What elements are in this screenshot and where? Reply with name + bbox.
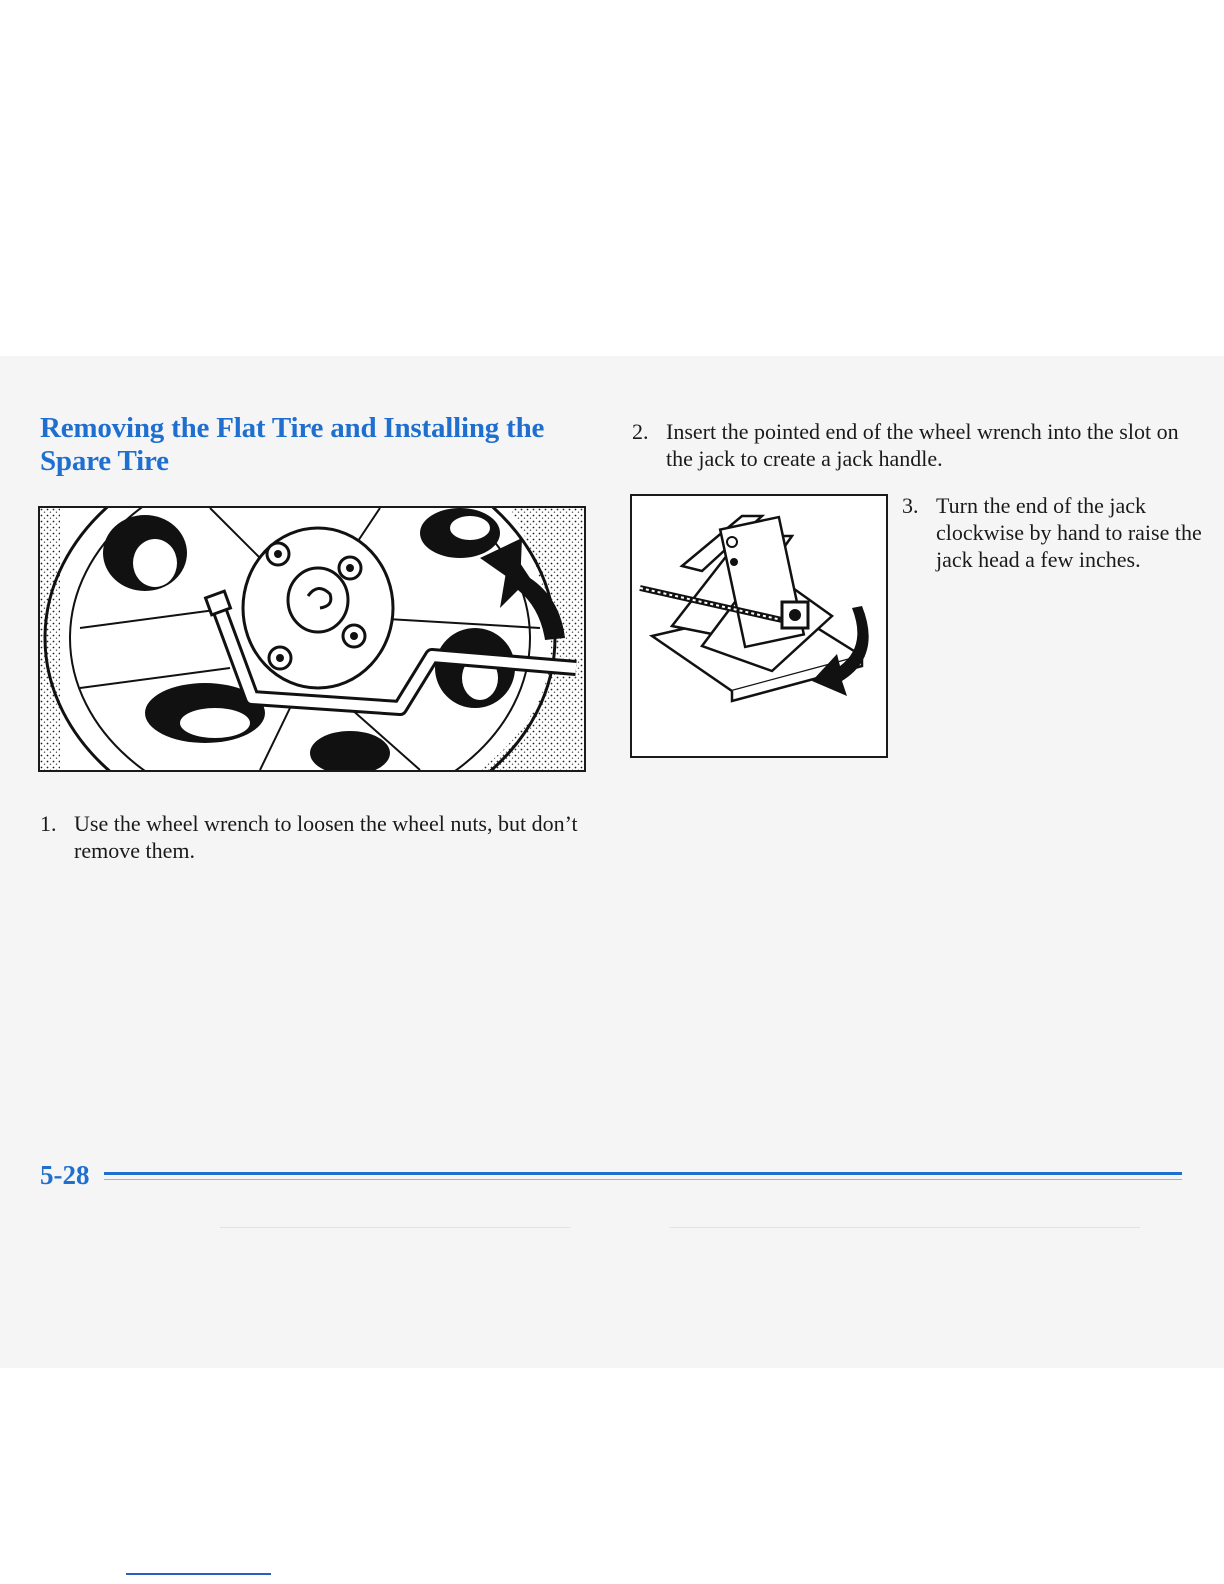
- footer-rule: [104, 1172, 1182, 1175]
- jack-drawing: [632, 496, 886, 756]
- wheel-wrench-illustration: [38, 506, 586, 772]
- section-title: Removing the Flat Tire and Installing the Spare Tire: [40, 412, 545, 477]
- faint-divider-left: [220, 1227, 570, 1228]
- bottom-link-underline[interactable]: [126, 1573, 271, 1575]
- jack-illustration: [630, 494, 888, 758]
- step-3-number: 3.: [902, 493, 919, 518]
- step-2-number: 2.: [632, 419, 649, 444]
- vent-hole-bottom: [310, 731, 390, 770]
- step-2: [632, 418, 1192, 472]
- hub-center-cap: [288, 568, 348, 632]
- step-1-text: Use the wheel wrench to loosen the wheel nuts, but don’t remove them.: [74, 811, 578, 863]
- vent-hole-highlight: [133, 539, 177, 587]
- faint-divider-right: [670, 1227, 1140, 1228]
- step-3: [902, 492, 1202, 573]
- step-3-text: Turn the end of the jack clockwise by hand to raise the jack head a few inches.: [936, 493, 1202, 572]
- wheel-wrench-drawing: [40, 508, 584, 770]
- tire-tread-left: [40, 508, 60, 770]
- page-number: 5-28: [40, 1160, 90, 1190]
- footer-rule-secondary: [104, 1179, 1182, 1180]
- step-2-text: Insert the pointed end of the wheel wrench into the slot on the jack to create a jack handle.: [666, 419, 1179, 471]
- step-1-number: 1.: [40, 811, 57, 836]
- step-1: [40, 810, 580, 864]
